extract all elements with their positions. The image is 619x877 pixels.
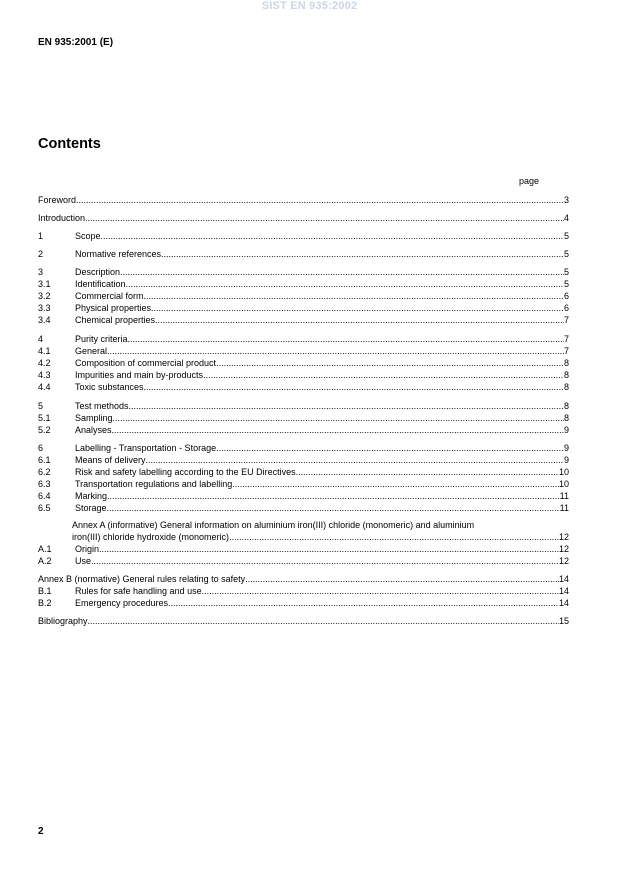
toc-entry-page: 6	[563, 303, 569, 313]
toc-entry-number: B.1	[38, 586, 52, 596]
toc-entry-commercial-form[interactable]	[38, 290, 569, 302]
toc-entry-page: 9	[563, 443, 569, 453]
toc-entry-number: 4.4	[38, 382, 51, 392]
toc-entry-page: 10	[558, 479, 569, 489]
toc-entry-title: Normative references	[75, 249, 162, 259]
toc-entry-title: Transportation regulations and labelling	[75, 479, 233, 489]
toc-entry-title: Marking	[75, 491, 108, 501]
toc-entry-number: 5	[38, 401, 44, 411]
toc-entry-page: 3	[563, 195, 569, 205]
toc-entry-number: 6.5	[38, 503, 51, 513]
toc-entry-number: 6.2	[38, 467, 51, 477]
toc-entry-number: 6.4	[38, 491, 51, 501]
toc-entry-emergency[interactable]	[38, 597, 569, 609]
toc-entry-risk-safety[interactable]	[38, 466, 569, 478]
toc-entry-number: 4	[38, 334, 44, 344]
toc-entry-number: 3.3	[38, 303, 51, 313]
toc-entry-page: 8	[563, 413, 569, 423]
toc-entry-page: 9	[563, 425, 569, 435]
toc-entry-page: 12	[558, 544, 569, 554]
toc-entry-page: 5	[563, 231, 569, 241]
toc-entry-annex-a[interactable]: Annex A (informative) General information on aluminium iron(III) chloride (monomeric) and aluminium	[72, 520, 475, 530]
toc-entry-sampling[interactable]	[38, 412, 569, 424]
toc-entry-number: 4.1	[38, 346, 51, 356]
toc-entry-composition[interactable]	[38, 357, 569, 369]
toc-entry-page: 5	[563, 279, 569, 289]
toc-entry-title: Emergency procedures	[75, 598, 169, 608]
toc-entry-page: 8	[563, 382, 569, 392]
toc-entry-page: 7	[563, 334, 569, 344]
toc-entry-page: 14	[558, 598, 569, 608]
toc-entry-title: Commercial form	[75, 291, 144, 301]
toc-entry-storage[interactable]	[38, 502, 569, 514]
toc-entry-origin[interactable]	[38, 543, 569, 555]
toc-entry-means-of-delivery[interactable]	[38, 454, 569, 466]
footer-page-number: 2	[38, 826, 44, 837]
toc-entry-purity-criteria[interactable]	[38, 333, 569, 345]
toc-entry-number: B.2	[38, 598, 52, 608]
toc-entry-number: A.2	[38, 556, 52, 566]
document-id: EN 935:2001 (E)	[38, 37, 114, 48]
watermark: SIST EN 935:2002	[261, 0, 358, 12]
toc-entry-page: 5	[563, 267, 569, 277]
toc-entry-toxic-substances[interactable]	[38, 381, 569, 393]
toc-entry-number: 1	[38, 231, 44, 241]
toc-entry-transportation[interactable]	[38, 478, 569, 490]
toc-entry-page: 11	[559, 503, 569, 513]
toc-entry-title: Composition of commercial product	[75, 358, 217, 368]
toc-entry-title: Identification	[75, 279, 126, 289]
toc-entry-number: 3	[38, 267, 44, 277]
toc-entry-title: Annex B (normative) General rules relating to safety	[38, 574, 246, 584]
toc-entry-analyses[interactable]	[38, 424, 569, 436]
toc-entry-number: 3.4	[38, 315, 51, 325]
toc-entry-page: 7	[563, 346, 569, 356]
toc-entry-page: 12	[558, 532, 569, 542]
toc-entry-labelling[interactable]	[38, 442, 569, 454]
toc-entry-title: Origin	[75, 544, 100, 554]
toc-entry-use[interactable]	[38, 555, 569, 567]
toc-entry-page: 4	[563, 213, 569, 223]
toc-entry-page: 8	[563, 401, 569, 411]
toc-entry-normative-references[interactable]	[38, 248, 569, 260]
toc-entry-title: Analyses	[75, 425, 112, 435]
toc-entry-safe-handling[interactable]	[38, 585, 569, 597]
toc-entry-page: 12	[558, 556, 569, 566]
toc-entry-number: A.1	[38, 544, 52, 554]
toc-entry-title: Use	[75, 556, 92, 566]
toc-entry-title: Storage	[75, 503, 107, 513]
toc-entry-page: 15	[558, 616, 569, 626]
toc-entry-title: Introduction	[38, 213, 86, 223]
toc-entry-physical-properties[interactable]	[38, 302, 569, 314]
toc-entry-annex-a-cont[interactable]	[72, 531, 569, 543]
toc-entry-title: Test methods	[75, 401, 129, 411]
toc-entry-number: 5.2	[38, 425, 51, 435]
toc-entry-number: 3.2	[38, 291, 51, 301]
toc-entry-title: Toxic substances	[75, 382, 144, 392]
toc-entry-bibliography[interactable]	[38, 615, 569, 627]
toc-entry-title: Foreword	[38, 195, 77, 205]
toc-entry-title: Means of delivery	[75, 455, 146, 465]
toc-entry-title: Impurities and main by-products	[75, 370, 204, 380]
toc-entry-identification[interactable]	[38, 278, 569, 290]
page-title: Contents	[38, 136, 101, 152]
toc-entry-description[interactable]	[38, 266, 569, 278]
toc-entry-title: Bibliography	[38, 616, 88, 626]
toc-entry-title: Sampling	[75, 413, 113, 423]
toc-entry-number: 3.1	[38, 279, 51, 289]
toc-entry-title: Scope	[75, 231, 101, 241]
toc-entry-number: 2	[38, 249, 44, 259]
toc-entry-page: 8	[563, 370, 569, 380]
toc-entry-page: 5	[563, 249, 569, 259]
toc-entry-page: 6	[563, 291, 569, 301]
toc-entry-title: Labelling - Transportation - Storage	[75, 443, 217, 453]
page-column-label: page	[519, 176, 540, 186]
toc-entry-general[interactable]	[38, 345, 569, 357]
toc-entry-title: Risk and safety labelling according to the EU Directives	[75, 467, 296, 477]
toc-entry-title: Rules for safe handling and use	[75, 586, 202, 596]
toc-entry-number: 6.1	[38, 455, 51, 465]
toc-entry-number: 6	[38, 443, 44, 453]
toc-entry-number: 4.3	[38, 370, 51, 380]
toc-entry-page: 10	[558, 467, 569, 477]
toc-entry-page: 14	[558, 574, 569, 584]
toc-entry-impurities[interactable]	[38, 369, 569, 381]
toc-entry-marking[interactable]	[38, 490, 569, 502]
toc-entry-title: iron(III) chloride hydroxide (monomeric)	[72, 532, 230, 542]
toc-entry-introduction[interactable]	[38, 212, 569, 224]
toc-entry-page: 14	[558, 586, 569, 596]
toc-entry-foreword[interactable]	[38, 194, 569, 206]
toc-entry-test-methods[interactable]	[38, 400, 569, 412]
toc-entry-title: Purity criteria	[75, 334, 128, 344]
toc-entry-number: 4.2	[38, 358, 51, 368]
toc-entry-chemical-properties[interactable]	[38, 314, 569, 326]
toc-entry-page: 9	[563, 455, 569, 465]
toc-entry-page: 7	[563, 315, 569, 325]
toc-entry-number: 6.3	[38, 479, 51, 489]
toc-entry-title: Physical properties	[75, 303, 152, 313]
toc-entry-page: 11	[559, 491, 569, 501]
toc-entry-number: 5.1	[38, 413, 51, 423]
toc-entry-page: 8	[563, 358, 569, 368]
toc-entry-title: Description	[75, 267, 121, 277]
toc-entry-title: General	[75, 346, 108, 356]
toc-entry-title: Chemical properties	[75, 315, 156, 325]
toc-entry-annex-b[interactable]	[38, 573, 569, 585]
toc-entry-scope[interactable]	[38, 230, 569, 242]
